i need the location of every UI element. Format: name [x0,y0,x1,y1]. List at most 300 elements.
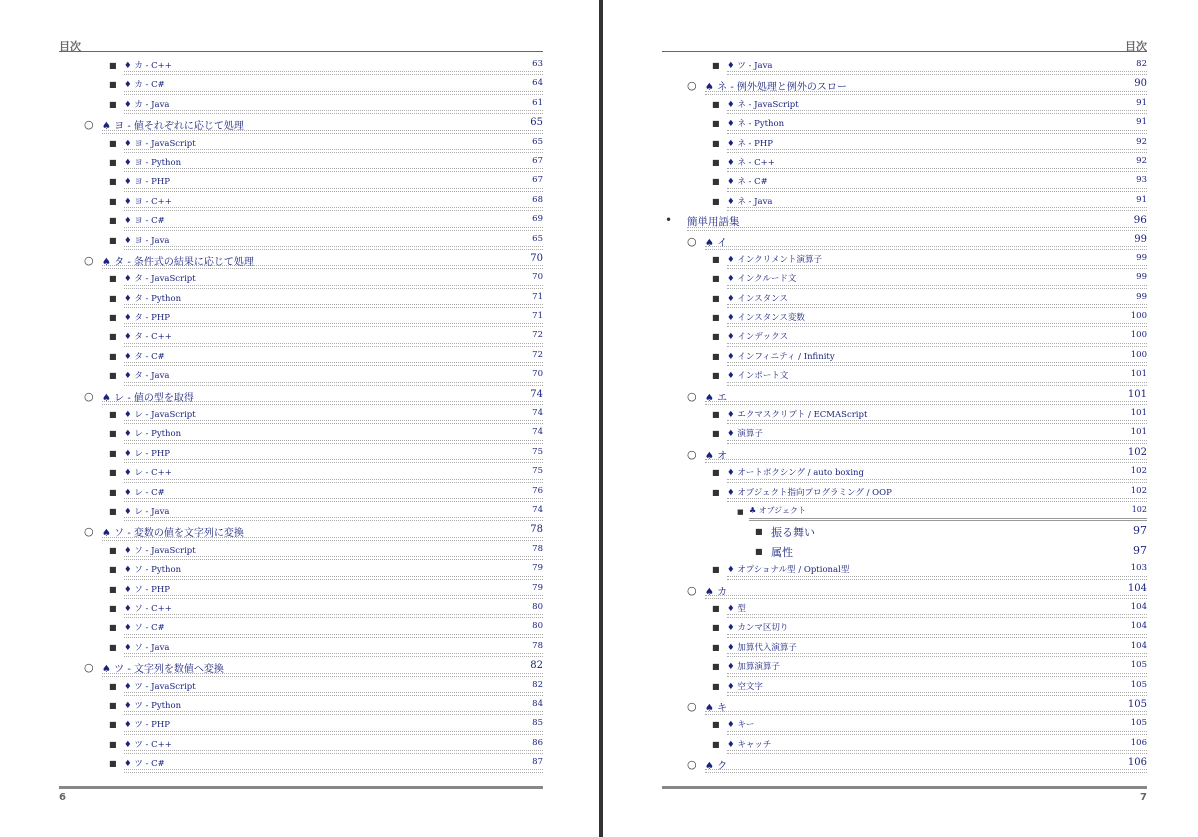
toc-entry-title[interactable]: ♦ ツ - Java [727,61,773,71]
toc-entry[interactable] [737,504,1147,523]
bullet-icon: ■ [109,157,117,167]
toc-entry[interactable] [84,659,543,678]
toc-entry-title[interactable]: ♠ レ - 値の型を取得 [102,392,194,404]
toc-entry-title[interactable]: ♣ オブジェクト [749,505,806,515]
header-rule [662,51,1147,52]
dot-leader [124,769,543,773]
toc-entry-title[interactable]: ♦ ツ - C++ [124,739,172,750]
toc-entry[interactable] [712,97,1147,116]
toc-entry-title[interactable]: ♦ カ - Java [124,99,170,110]
bullet-icon: ■ [109,274,117,284]
toc-entry[interactable] [712,136,1147,155]
toc-entry-title[interactable]: ♦ ソ - PHP [124,584,170,595]
dot-leader [727,71,1147,75]
toc-entry-page: 104 [1130,601,1147,612]
toc-entry-title[interactable]: ♦ オブジェクト指向プログラミング / OOP [727,487,892,498]
bullet-icon: ■ [712,119,720,129]
dot-leader [124,91,543,95]
toc-entry[interactable] [687,446,1147,465]
bullet-icon: ○ [687,389,697,403]
toc-entry[interactable] [109,698,543,717]
toc-entry-title[interactable]: ♦ タ - Python [124,293,182,304]
dot-leader [727,692,1147,696]
toc-entry[interactable] [109,756,543,775]
toc-entry[interactable] [109,426,543,445]
toc-entry[interactable] [84,523,543,542]
toc-entry-page: 74 [532,408,543,419]
toc-entry[interactable] [109,291,543,310]
toc-entry-title[interactable]: ♦ インデックス [727,332,789,343]
toc-entry-title[interactable]: ♦ 加算代入演算子 [727,642,797,653]
dot-leader [124,498,543,502]
toc-entry-title[interactable]: ♦ キャッチ [727,739,772,750]
toc-entry-title[interactable]: ♦ カ - C# [124,80,165,91]
dot-leader [124,634,543,638]
toc-entry[interactable] [109,620,543,639]
toc-entry-page: 74 [532,504,543,515]
toc-entry-page: 70 [530,252,543,264]
dot-leader [124,246,543,250]
toc-entry[interactable] [687,698,1147,717]
toc-entry-page: 101 [1130,408,1147,419]
toc-entry-title[interactable]: ♦ ソ - Python [124,565,182,576]
toc-entry-title[interactable]: ♦ ヨ - PHP [124,177,170,188]
toc-entry[interactable] [712,465,1147,484]
toc-entry[interactable] [109,329,543,348]
dot-leader [727,634,1147,638]
bullet-icon: ■ [109,429,117,439]
bullet-icon: ■ [712,487,720,497]
toc-entry-page: 79 [532,563,543,574]
toc-entry-page: 101 [1130,369,1147,380]
toc-entry[interactable] [712,291,1147,310]
bullet-icon: ○ [687,699,697,713]
bullet-icon: ■ [109,371,117,381]
toc-entry[interactable] [712,640,1147,659]
toc-entry-title[interactable]: ♦ ヨ - Python [124,157,182,168]
toc-entry-title[interactable]: ♦ 演算子 [727,429,763,440]
bullet-icon: ○ [687,758,697,772]
toc-entry[interactable] [755,543,1147,562]
bullet-icon: ■ [737,507,744,516]
toc-entry[interactable] [109,640,543,659]
toc-entry-page: 65 [530,117,543,129]
toc-entry-page: 102 [1131,504,1147,514]
toc-entry-page: 84 [532,698,543,709]
bullet-icon: ○ [687,79,697,93]
toc-entry[interactable] [687,233,1147,252]
bullet-icon: ■ [109,177,117,187]
toc-entry[interactable] [712,349,1147,368]
dot-leader [124,692,543,696]
bullet-icon: ■ [712,739,720,749]
toc-entry-page: 71 [532,291,543,302]
toc-entry[interactable] [109,582,543,601]
dot-leader [124,227,543,231]
toc-entry-title[interactable]: ♦ ツ - JavaScript [124,681,196,692]
toc-entry-title[interactable]: ♦ カ - C++ [124,61,172,71]
toc-entry-page: 64 [532,78,543,89]
toc-entry-page: 92 [1136,136,1147,147]
toc-entry-title[interactable]: ♦ オプショナル型 / Optional型 [727,565,850,576]
bullet-icon: ○ [84,525,94,539]
toc-entry-page: 106 [1130,737,1147,748]
toc-entry[interactable] [712,155,1147,174]
toc-entry-title[interactable]: ♦ ツ - C# [124,759,165,770]
toc-entry-page: 70 [532,272,543,283]
dot-leader [124,71,543,75]
toc-entry-title[interactable]: 振る舞い [771,526,815,540]
toc-entry-title[interactable]: ♠ ツ - 文字列を数値へ変換 [102,664,224,676]
toc-entry-title[interactable]: ♦ インクリメント演算子 [727,254,822,265]
dot-leader [124,653,543,657]
toc-entry[interactable] [687,77,1147,96]
dot-leader [124,420,543,424]
toc-entry-page: 90 [1134,78,1147,90]
dot-leader [124,614,543,618]
toc-entry-page: 87 [532,757,543,768]
toc-entry-page: 101 [1127,388,1147,400]
toc-entry[interactable] [712,737,1147,756]
toc-entry[interactable] [687,582,1147,601]
toc-entry-title[interactable]: ♦ ヨ - JavaScript [124,138,196,149]
bullet-icon: ■ [712,720,720,730]
toc-entry-title[interactable]: ♦ ネ - Java [727,196,773,207]
bullet-icon: ■ [712,681,720,691]
toc-entry-title[interactable]: ♦ レ - C# [124,487,165,498]
toc-entry-page: 80 [532,621,543,632]
toc-entry-title[interactable]: ♦ 空文字 [727,681,763,692]
toc-entry-page: 80 [532,601,543,612]
toc-entry[interactable] [712,174,1147,193]
dot-leader [124,285,543,289]
toc-entry[interactable] [109,349,543,368]
toc-entry-title[interactable]: ♠ ソ - 変数の値を文字列に変換 [102,528,244,540]
bullet-icon: ■ [712,623,720,633]
toc-entry-page: 68 [532,194,543,205]
toc-entry[interactable] [109,213,543,232]
toc-entry-page: 106 [1127,757,1147,769]
dot-leader [124,731,543,735]
toc-entry-title[interactable]: ♦ レ - PHP [124,448,170,459]
bullet-icon: ■ [712,138,720,148]
bullet-icon: ■ [109,739,117,749]
dot-leader [727,731,1147,735]
bullet-icon: ■ [109,565,117,575]
toc-entry-title[interactable]: ♠ ク [705,761,728,773]
toc-entry[interactable] [665,213,1147,232]
toc-entry[interactable] [712,717,1147,736]
toc-entry-title[interactable]: ♠ ヨ - 値それぞれに応じて処理 [102,121,244,133]
toc-entry[interactable] [712,368,1147,387]
dot-leader [124,750,543,754]
bullet-icon: ■ [109,700,117,710]
toc-entry[interactable] [712,252,1147,271]
toc-entry-title[interactable]: ♠ キ [705,702,728,714]
toc-entry-title[interactable]: ♦ ネ - Python [727,119,785,130]
toc-entry-title[interactable]: ♦ カンマ区切り [727,623,789,634]
toc-entry-page: 99 [1136,252,1147,263]
header-rule [59,51,543,52]
bullet-icon: ■ [109,448,117,458]
toc-entry-page: 92 [1136,155,1147,166]
toc-entry-title[interactable]: ♠ ネ - 例外処理と例外のスロー [705,82,847,94]
toc-entry[interactable] [109,174,543,193]
bullet-icon: ■ [712,468,720,478]
toc-entry-title[interactable]: ♦ エクマスクリプト / ECMAScript [727,410,868,421]
toc-entry-title[interactable]: ♦ インスタンス [727,293,788,304]
toc-entry[interactable] [109,601,543,620]
toc-entry-page: 85 [532,718,543,729]
bullet-icon: ■ [712,410,720,420]
dot-leader [749,518,1147,521]
dot-leader [727,130,1147,134]
dot-leader [124,576,543,580]
toc-entry-title[interactable]: ♠ カ [705,586,728,598]
bullet-icon: ■ [712,603,720,613]
toc-entry-title[interactable]: ♦ ソ - C# [124,623,165,634]
bullet-icon: ■ [109,623,117,633]
dot-leader [705,401,1147,405]
dot-leader [124,207,543,211]
toc-entry-title[interactable]: ♦ ネ - C++ [727,157,775,168]
toc-entry-page: 102 [1130,485,1147,496]
toc-entry-title[interactable]: 簡単用語集 [687,216,740,229]
toc-list [0,58,543,775]
toc-entry-title[interactable]: ♦ レ - C++ [124,468,172,479]
toc-entry-title[interactable]: ♦ オートボクシング / auto boxing [727,468,864,479]
toc-entry[interactable] [712,271,1147,290]
toc-entry[interactable] [109,271,543,290]
toc-entry-title[interactable]: ♦ インクルード文 [727,274,797,285]
toc-entry[interactable] [109,407,543,426]
toc-entry-page: 82 [530,660,543,672]
toc-entry-title[interactable]: ♦ ツ - PHP [124,720,170,731]
toc-entry[interactable] [109,562,543,581]
toc-entry[interactable] [109,465,543,484]
toc-entry[interactable] [109,543,543,562]
bullet-icon: ■ [712,351,720,361]
dot-leader [705,595,1147,599]
dot-leader [705,246,1147,250]
toc-entry[interactable] [712,601,1147,620]
toc-entry-title[interactable]: ♦ インスタンス変数 [727,313,805,324]
dot-leader [124,168,543,172]
toc-entry-title[interactable]: ♦ タ - C# [124,351,165,362]
toc-entry[interactable] [687,756,1147,775]
toc-entry-title[interactable]: ♦ レ - Python [124,429,182,440]
bullet-icon: ■ [712,177,720,187]
toc-entry-page: 97 [1133,543,1147,557]
toc-entry[interactable] [109,97,543,116]
toc-entry-title[interactable]: ♦ ソ - Java [124,642,170,653]
bullet-icon: ○ [84,118,94,132]
bullet-icon: ■ [109,584,117,594]
toc-entry-page: 78 [532,640,543,651]
toc-entry-page: 67 [532,175,543,186]
toc-entry-page: 76 [532,485,543,496]
toc-entry-title[interactable]: ♠ オ [705,450,728,462]
toc-entry[interactable] [712,426,1147,445]
dot-leader [124,459,543,463]
dot-leader [727,673,1147,677]
bullet-icon: ■ [109,61,117,70]
toc-entry[interactable] [109,233,543,252]
toc-entry-title[interactable]: ♦ ヨ - C# [124,216,165,227]
toc-entry[interactable] [712,620,1147,639]
dot-leader [124,149,543,153]
toc-entry-page: 61 [532,97,543,108]
toc-entry[interactable] [109,368,543,387]
toc-entry[interactable] [712,116,1147,135]
dot-leader [727,440,1147,444]
toc-entry-page: 86 [532,737,543,748]
toc-entry-page: 105 [1130,718,1147,729]
bullet-icon: • [665,213,673,228]
toc-entry[interactable] [755,523,1147,542]
toc-entry-title[interactable]: ♦ ヨ - Java [124,235,170,246]
toc-entry-title[interactable]: ♦ レ - Java [124,506,170,517]
dot-leader [727,420,1147,424]
bullet-icon: ■ [109,351,117,361]
toc-entry[interactable] [712,659,1147,678]
bullet-icon: ■ [712,157,720,167]
dot-leader [124,343,543,347]
toc-entry[interactable] [712,407,1147,426]
toc-entry-page: 102 [1130,466,1147,477]
toc-entry-page: 99 [1134,233,1147,245]
toc-entry-page: 104 [1130,640,1147,651]
toc-entry[interactable] [712,679,1147,698]
toc-entry-page: 82 [532,679,543,690]
toc-entry[interactable] [109,717,543,736]
toc-entry-page: 78 [532,543,543,554]
toc-entry-title[interactable]: ♦ タ - C++ [124,332,172,343]
toc-entry-page: 75 [532,446,543,457]
toc-entry[interactable] [712,310,1147,329]
toc-entry-title[interactable]: ♦ タ - JavaScript [124,274,196,285]
toc-entry[interactable] [109,737,543,756]
toc-entry-title[interactable]: ♦ インフィニティ / Infinity [727,351,835,362]
toc-entry-title[interactable]: ♦ ソ - JavaScript [124,545,196,556]
toc-entry[interactable] [84,388,543,407]
toc-entry[interactable] [109,77,543,96]
bullet-icon: ■ [712,196,720,206]
toc-entry-title[interactable]: ♦ ソ - C++ [124,603,172,614]
toc-entry[interactable] [84,252,543,271]
dot-leader [705,459,1147,463]
toc-entry-page: 100 [1130,311,1147,322]
toc-entry-title[interactable]: ♦ ネ - PHP [727,138,773,149]
dot-leader [727,304,1147,308]
bullet-icon: ■ [109,468,117,478]
bullet-icon: ■ [712,99,720,109]
toc-entry[interactable] [712,485,1147,504]
toc-list [603,58,1147,775]
bullet-icon: ■ [712,293,720,303]
toc-entry[interactable] [712,58,1147,77]
toc-entry[interactable] [109,446,543,465]
toc-entry-title[interactable]: ♦ ヨ - C++ [124,196,172,207]
toc-entry-title[interactable]: ♦ キー [727,720,755,731]
toc-entry[interactable] [109,485,543,504]
toc-entry[interactable] [687,388,1147,407]
dot-leader [727,498,1147,502]
toc-entry-title[interactable]: ♦ タ - PHP [124,313,170,324]
bullet-icon: ■ [712,274,720,284]
toc-entry-title[interactable]: 属性 [771,545,793,559]
toc-entry-title[interactable]: ♦ ツ - Python [124,700,182,711]
toc-entry-page: 99 [1136,272,1147,283]
dot-leader [705,711,1147,715]
dot-leader [727,188,1147,192]
dot-leader [727,265,1147,269]
toc-entry-title[interactable]: ♦ 型 [727,603,746,614]
toc-entry[interactable] [84,116,543,135]
toc-entry-title[interactable]: ♦ インポート文 [727,371,789,382]
dot-leader [727,614,1147,618]
toc-entry[interactable] [109,504,543,523]
toc-entry[interactable] [109,679,543,698]
bullet-icon: ○ [687,583,697,597]
toc-entry-page: 63 [532,59,543,69]
bullet-icon: ■ [755,546,763,556]
toc-entry-title[interactable]: ♦ タ - Java [124,371,170,382]
bullet-icon: ■ [109,80,117,90]
toc-entry-page: 91 [1136,194,1147,205]
bullet-icon: ■ [109,410,117,420]
toc-entry-title[interactable]: ♦ 加算演算子 [727,662,780,673]
dot-leader [124,188,543,192]
dot-leader [727,382,1147,386]
toc-entry[interactable] [712,562,1147,581]
bullet-icon: ■ [109,506,117,516]
toc-entry[interactable] [109,310,543,329]
dot-leader [727,576,1147,580]
toc-entry-page: 72 [532,349,543,360]
dot-leader [727,285,1147,289]
toc-entry-title[interactable]: ♦ ネ - JavaScript [727,99,799,110]
toc-entry-title[interactable]: ♠ タ - 条件式の結果に応じて処理 [102,256,254,268]
bullet-icon: ■ [109,216,117,226]
bullet-icon: ■ [109,603,117,613]
toc-entry[interactable] [109,136,543,155]
toc-entry[interactable] [712,329,1147,348]
bullet-icon: ○ [687,234,697,248]
header-title: 目次 [59,40,81,53]
bullet-icon: ■ [109,720,117,730]
toc-entry-page: 102 [1127,446,1147,458]
dot-leader [727,323,1147,327]
toc-entry[interactable] [712,194,1147,213]
dot-leader [727,479,1147,483]
toc-entry-title[interactable]: ♦ ネ - C# [727,177,768,188]
toc-entry-page: 67 [532,155,543,166]
toc-entry-title[interactable]: ♠ エ [705,392,728,404]
toc-entry[interactable] [109,155,543,174]
dot-leader [124,304,543,308]
toc-entry[interactable] [109,194,543,213]
dot-leader [727,110,1147,114]
toc-entry-page: 105 [1127,698,1147,710]
toc-entry-title[interactable]: ♦ レ - JavaScript [124,410,196,421]
right-page [603,0,1198,837]
bullet-icon: ■ [712,371,720,381]
dot-leader [705,769,1147,773]
bullet-icon: ■ [109,138,117,148]
toc-entry[interactable] [109,58,543,77]
toc-entry-title[interactable]: ♠ イ [705,237,728,249]
